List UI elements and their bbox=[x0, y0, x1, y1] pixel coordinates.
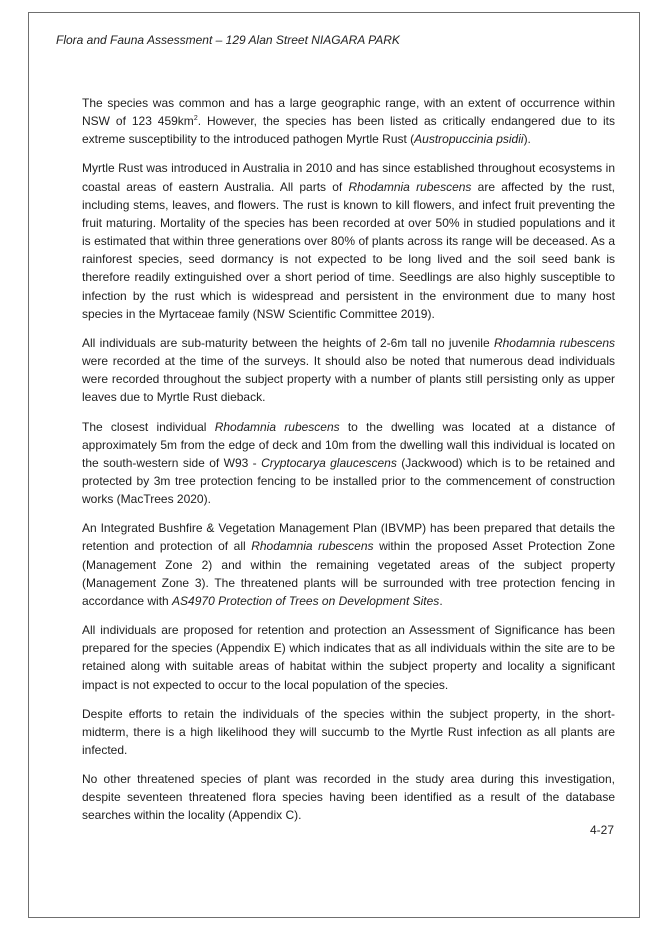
text-run: are affected by the rust, including stems, leaves, and flowers. The rust is known to kill flowers, and infect fruit preventing the fruit maturing. Mortality of the species has been recorded at over 50% in studied populations and it is estimated that within three generations over 80% of plants across its range will be deceased. As a rainforest species, seed dormancy is not expected to be long lived and the soil seed bank is therefore readily extinguished over a short period of time. Seedlings are also highly susceptible to infection by the rust which is widespread and persistent in the environment due to many host species in the Myrtaceae family (NSW Scientific Committee 2019). bbox=[82, 179, 616, 321]
page-number: 4-27 bbox=[589, 823, 614, 837]
paragraph-1 bbox=[82, 94, 615, 148]
text-run: ). bbox=[523, 132, 531, 147]
document-body bbox=[82, 94, 615, 836]
text-run: Myrtle Rust was introduced in Australia in 2010 and has since established throughout ecosystems in coastal areas of eastern Australia. All parts of bbox=[82, 161, 615, 194]
species-name: Austropuccinia psidii bbox=[414, 132, 524, 147]
text-run: (Jackwood) which is to be retained and protected by 3m tree protection fencing to be installed prior to the commencement of construction works (MacTrees 2020). bbox=[82, 455, 616, 507]
species-name: Cryptocarya glaucescens bbox=[261, 455, 397, 470]
species-name: Rhodamnia rubescens bbox=[214, 419, 340, 434]
text-run: were recorded at the time of the surveys. It should also be noted that numerous dead individuals were recorded throughout the subject property with a number of plants still persisting only as upper leaves due to Myrtle Rust dieback. bbox=[82, 354, 615, 405]
page-header: Flora and Fauna Assessment – 129 Alan Street NIAGARA PARK bbox=[56, 33, 400, 47]
paragraph-5 bbox=[82, 519, 615, 610]
text-run: . bbox=[439, 593, 443, 608]
superscript: 2 bbox=[193, 115, 198, 123]
text-run: . However, the species has been listed as critically endangered due to its extreme susceptibility to the introduced pathogen Myrtle Rust ( bbox=[82, 114, 615, 147]
species-name: Rhodamnia rubescens bbox=[348, 179, 472, 194]
paragraph-7: Despite efforts to retain the individuals of the species within the subject property, in the short- midterm, there is a high likelihood they will succumb to the Myrtle Rust infection as all plants are infected. bbox=[82, 706, 615, 757]
paragraph-2 bbox=[82, 159, 615, 322]
text-run: within the proposed Asset Protection Zone (Management Zone 2) and within the remaining vegetated areas of the subject property (Management Zone 3). The threatened plants will be surrounded with tree protection fencing in accordance with bbox=[82, 539, 615, 608]
text-run: to the dwelling was located at a distance of approximately 5m from the edge of deck and 10m from the dwelling wall this individual is located on the south-western side of W93 - bbox=[82, 419, 615, 470]
paragraph-8: No other threatened species of plant was recorded in the study area during this investigation, despite seventeen threatened flora species having been identified as a result of the database searches within the locality (Appendix C). bbox=[82, 772, 615, 823]
text-run: An Integrated Bushfire & Vegetation Management Plan (IBVMP) has been prepared that details the retention and protection of all bbox=[82, 521, 615, 554]
standard-title: AS4970 Protection of Trees on Development Sites bbox=[172, 593, 440, 608]
paragraph-6: All individuals are proposed for retention and protection an Assessment of Significance has been prepared for the species (Appendix E) which indicates that as all individuals within the site are to be retained along with suitable areas of habitat within the subject property and locality a significant impact is not expected to occur to the local population of the species. bbox=[82, 623, 615, 692]
text-run: All individuals are sub-maturity between the heights of 2-6m tall no juvenile bbox=[82, 335, 494, 350]
paragraph-4 bbox=[82, 418, 615, 509]
text-run: The species was common and has a large geographic range, with an extent of occurrence within NSW of 123 459km bbox=[82, 96, 615, 129]
text-run: The closest individual bbox=[82, 419, 215, 434]
paragraph-3 bbox=[82, 334, 615, 407]
species-name: Rhodamnia rubescens bbox=[493, 335, 616, 350]
species-name: Rhodamnia rubescens bbox=[251, 539, 374, 554]
